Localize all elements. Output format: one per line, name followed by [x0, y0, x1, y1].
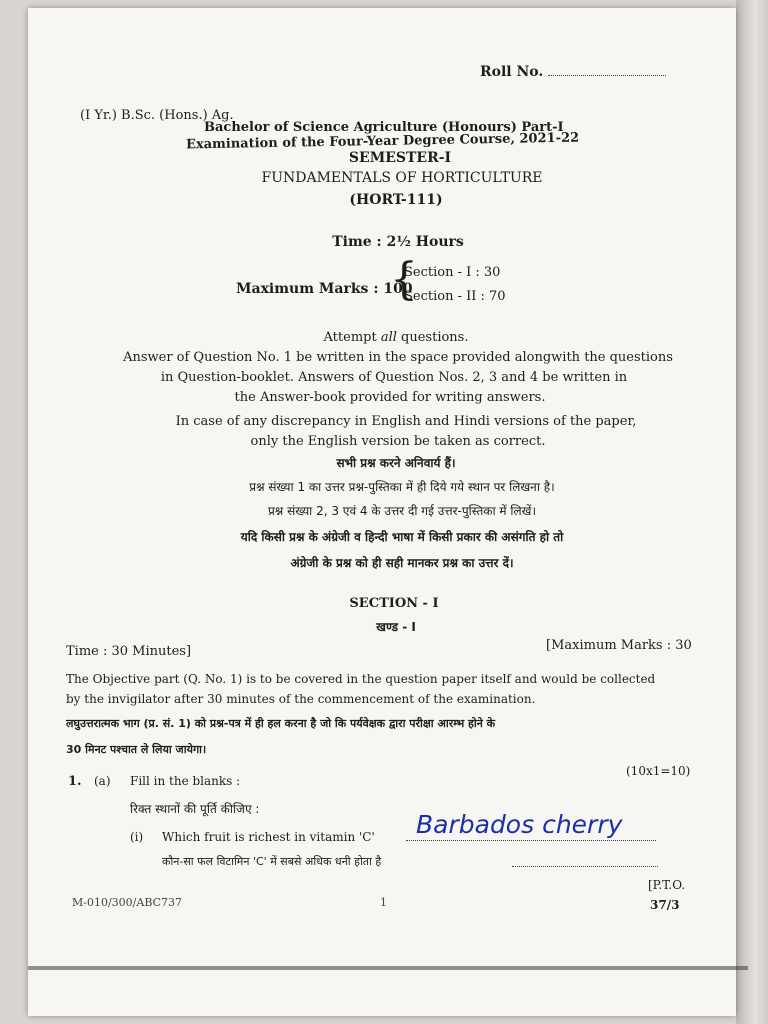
objective-hi-1: लघुउत्तरात्मक भाग (प्र. सं. 1) को प्रश्न-पत्र में ही हल करना है जो कि पर्यवेक्षक द्वारा परीक्षा आरम्भ होने के — [66, 717, 496, 730]
objective-hi-2: 30 मिनट पश्चात ले लिया जायेगा। — [66, 743, 207, 756]
handwritten-answer: Barbados cherry — [416, 810, 623, 839]
subject-code: (HORT-111) — [349, 192, 443, 208]
degree-title: Bachelor of Science Agriculture (Honours) Part-I — [204, 120, 564, 135]
examination-title: Examination of the Four-Year Degree Course, 2021-22 — [185, 130, 580, 153]
instruction-hi-1: सभी प्रश्न करने अनिवार्य हैं। — [336, 456, 456, 470]
section1-title-hi: खण्ड - I — [376, 620, 416, 634]
page-edge — [736, 0, 768, 1024]
answer-line-hi — [512, 866, 658, 867]
instruction-hi-2: प्रश्न संख्या 1 का उत्तर प्रश्न-पुस्तिका में ही दिये गये स्थान पर लिखना है। — [249, 480, 555, 494]
instruction-hi-5: अंग्रेजी के प्रश्न को ही सही मानकर प्रश्न का उत्तर दें। — [290, 556, 514, 570]
section2-marks: Section - II : 70 — [404, 289, 506, 304]
instruction-en-3: the Answer-book provided for writing answers. — [234, 390, 546, 405]
footer-ref: 37/3 — [650, 898, 680, 912]
section1-marks: Section - I : 30 — [404, 265, 501, 280]
attempt-all: Attempt all questions. — [323, 330, 469, 345]
instruction-hi-3: प्रश्न संख्या 2, 3 एवं 4 के उत्तर दी गई उत्तर-पुस्तिका में लिखें। — [267, 504, 537, 518]
footer-page: 1 — [380, 896, 387, 909]
question-paper — [28, 8, 736, 1016]
exam-time: Time : 2½ Hours — [332, 234, 464, 250]
objective-en-1: The Objective part (Q. No. 1) is to be covered in the question paper itself and would be collected — [66, 672, 656, 686]
paper-shadow — [28, 966, 748, 970]
roll-no — [480, 64, 666, 80]
footer-code: M-010/300/ABC737 — [72, 896, 183, 909]
footer-pto: [P.T.O. — [648, 878, 686, 892]
question-prompt: Fill in the blanks : — [130, 774, 241, 788]
instruction-en-1: Answer of Question No. 1 be written in the space provided alongwith the questions — [123, 350, 673, 365]
section1-time: Time : 30 Minutes] — [66, 644, 192, 659]
sub-question-text-hi: कौन-सा फल विटामिन 'C' में सबसे अधिक धनी होता है — [162, 855, 382, 868]
question-number: 1. — [68, 774, 82, 789]
max-marks: Maximum Marks : 100 — [236, 281, 413, 297]
instruction-en-2: in Question-booklet. Answers of Question Nos. 2, 3 and 4 be written in — [160, 370, 628, 385]
answer-line — [406, 840, 656, 841]
question-part: (a) — [94, 774, 111, 788]
course-code: (I Yr.) B.Sc. (Hons.) Ag. — [80, 108, 234, 123]
instruction-en-4: In case of any discrepancy in English and Hindi versions of the paper, — [175, 414, 637, 429]
instruction-en-5: only the English version be taken as correct. — [250, 434, 546, 449]
question-prompt-hi: रिक्त स्थानों की पूर्ति कीजिए : — [130, 802, 260, 816]
question-marks: (10x1=10) — [626, 764, 691, 778]
sub-question-label: (i) — [130, 830, 144, 844]
instruction-hi-4: यदि किसी प्रश्न के अंग्रेजी व हिन्दी भाषा में किसी प्रकार की असंगति हो तो — [240, 530, 564, 544]
roll-no-label: Roll No. — [480, 64, 544, 80]
marks-brace: { — [390, 254, 418, 305]
section1-title: SECTION - I — [349, 596, 439, 611]
roll-no-field — [548, 75, 666, 76]
section1-max-marks: [Maximum Marks : 30 — [546, 638, 692, 653]
objective-en-2: by the invigilator after 30 minutes of the commencement of the examination. — [66, 692, 536, 706]
subject-title: FUNDAMENTALS OF HORTICULTURE — [261, 170, 543, 186]
sub-question-text: Which fruit is richest in vitamin 'C' — [162, 830, 375, 844]
semester: SEMESTER-I — [348, 150, 452, 166]
